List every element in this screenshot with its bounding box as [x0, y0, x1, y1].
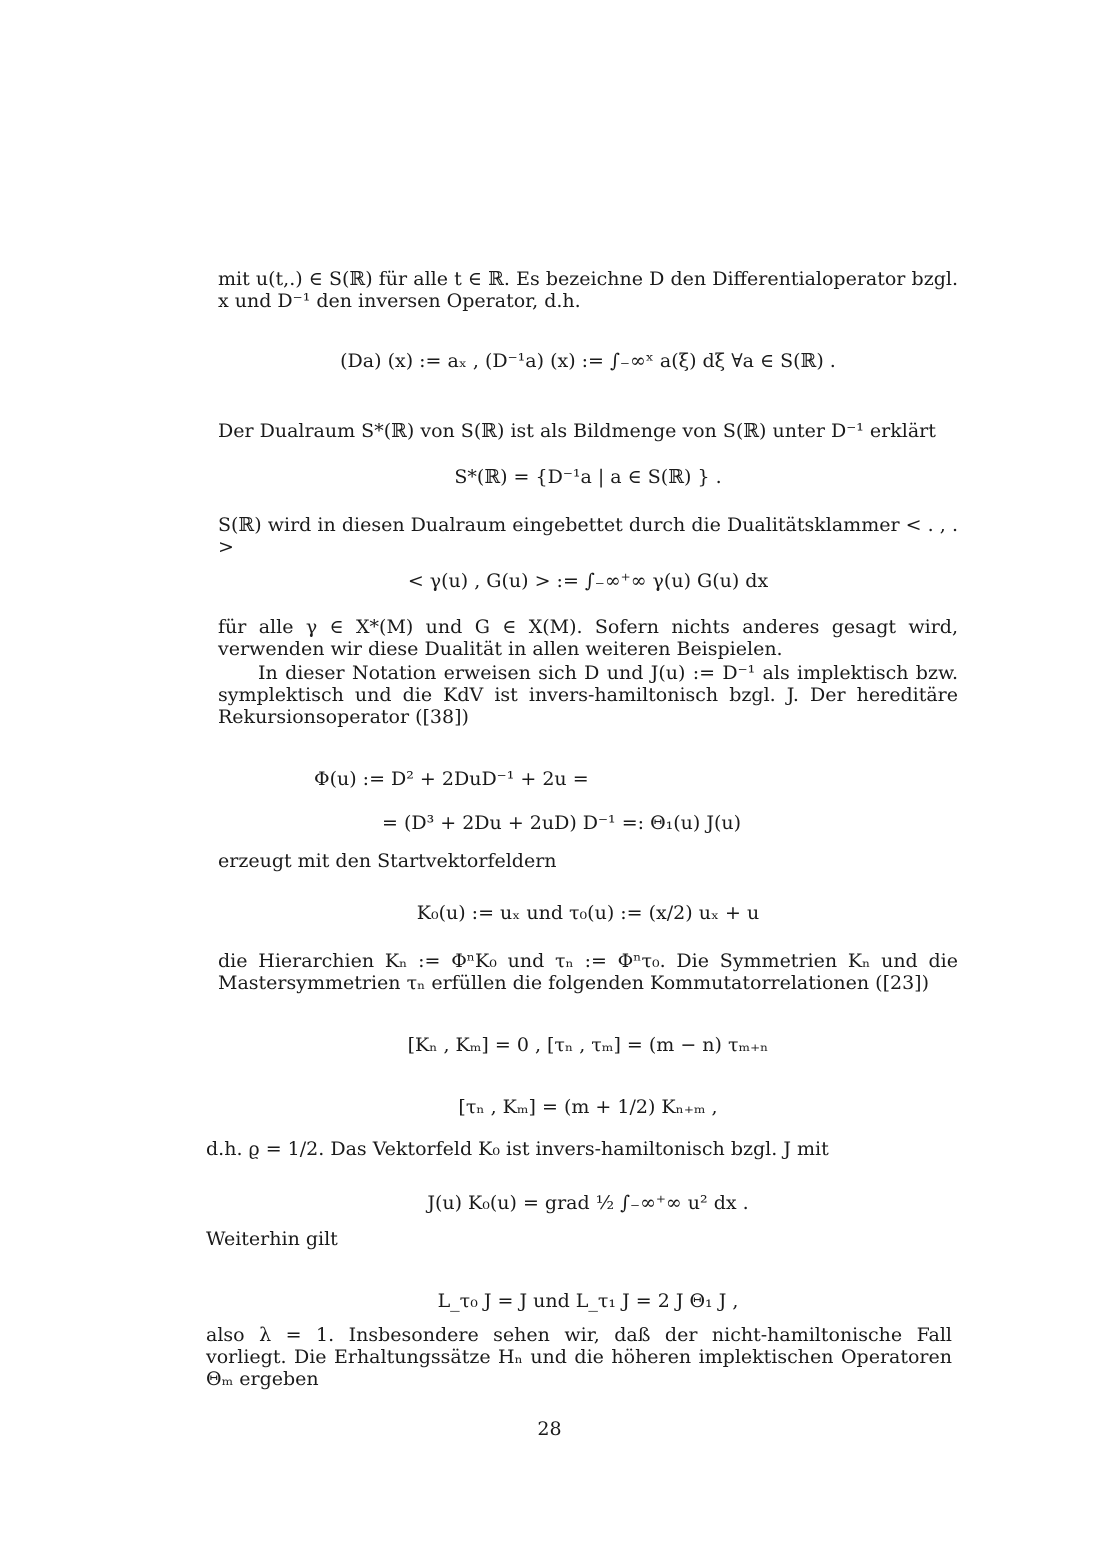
paragraph-10: also λ = 1. Insbesondere sehen wir, daß der nicht-hamiltonische Fall vorliegt. Die Erhaltungssätze Hₙ und die höheren implektischen Operatoren Θₘ ergeben [206, 1324, 952, 1390]
paragraph-8: d.h. ϱ = 1/2. Das Vektorfeld K₀ ist invers-hamiltonisch bzgl. J mit [206, 1138, 829, 1160]
equation-differential-operator: (Da) (x) := aₓ , (D⁻¹a) (x) := ∫₋∞ˣ a(ξ) dξ ∀a ∈ S(ℝ) . [340, 350, 836, 372]
equation-recursion-operator-line-2: = (D³ + 2Du + 2uD) D⁻¹ =: Θ₁(u) J(u) [382, 812, 742, 834]
paragraph-3: S(ℝ) wird in diesen Dualraum eingebettet durch die Dualitätsklammer < . , . > [218, 514, 958, 558]
paragraph-1: mit u(t,.) ∈ S(ℝ) für alle t ∈ ℝ. Es bezeichne D den Differentialoperator bzgl. x und D⁻¹ den inversen Operator, d.h. [218, 268, 958, 312]
equation-dual-space: S*(ℝ) = {D⁻¹a | a ∈ S(ℝ) } . [454, 466, 722, 488]
paragraph-4: für alle γ ∈ X*(M) und G ∈ X(M). Sofern nichts anderes gesagt wird, verwenden wir diese Dualität in allen weiteren Beispielen. [218, 616, 958, 660]
equation-commutator-relations-2: [τₙ , Kₘ] = (m + 1/2) Kₙ₊ₘ , [458, 1096, 718, 1118]
equation-duality-bracket: < γ(u) , G(u) > := ∫₋∞⁺∞ γ(u) G(u) dx [407, 570, 769, 592]
equation-start-vector-fields: K₀(u) := uₓ und τ₀(u) := (x/2) uₓ + u [416, 902, 760, 924]
paragraph-7: die Hierarchien Kₙ := ΦⁿK₀ und τₙ := Φⁿτ₀. Die Symmetrien Kₙ und die Mastersymmetrien τₙ erfüllen die folgenden Kommutatorrelationen ([23]) [218, 950, 958, 994]
equation-gradient: J(u) K₀(u) = grad ½ ∫₋∞⁺∞ u² dx . [427, 1192, 749, 1214]
paragraph-9: Weiterhin gilt [206, 1228, 338, 1250]
equation-recursion-operator-line-1: Φ(u) := D² + 2DuD⁻¹ + 2u = [314, 768, 589, 790]
equation-commutator-relations-1: [Kₙ , Kₘ] = 0 , [τₙ , τₘ] = (m − n) τₘ₊ₙ [407, 1034, 769, 1056]
equation-lie-derivatives: L_τ₀ J = J und L_τ₁ J = 2 J Θ₁ J , [437, 1290, 739, 1312]
paragraph-2: Der Dualraum S*(ℝ) von S(ℝ) ist als Bildmenge von S(ℝ) unter D⁻¹ erklärt [218, 420, 936, 442]
page-number: 28 [537, 1418, 562, 1440]
paragraph-6: erzeugt mit den Startvektorfeldern [218, 850, 557, 872]
paragraph-5: In dieser Notation erweisen sich D und J(u) := D⁻¹ als implektisch bzw. symplektisch und die KdV ist invers-hamiltonisch bzgl. J. Der hereditäre Rekursionsoperator ([38]) [218, 662, 958, 728]
